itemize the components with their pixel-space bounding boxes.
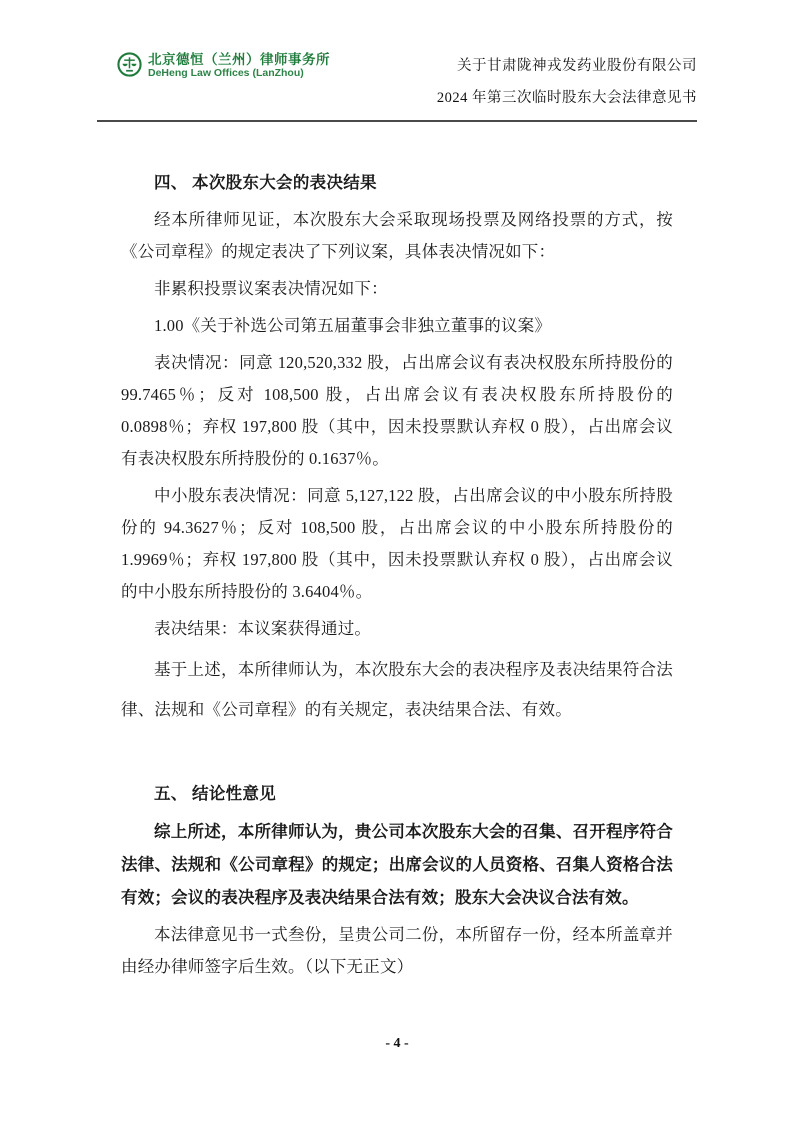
paragraph-voting-method: 经本所律师见证，本次股东大会采取现场投票及网络投票的方式，按《公司章程》的规定表决了下列议案，具体表决情况如下：	[121, 210, 673, 261]
firm-names	[148, 52, 330, 80]
paragraph-vote-result-all: 表决情况：同意 120,520,332 股，占出席会议有表决权股东所持股份的 99.7465％；反对 108,500 股，占出席会议有表决权股东所持股份的 0.0898％；弃权 197,800 股（其中，因未投票默认弃权 0 股），占出席会议有表决权股东所持股份的 0.1637％。	[121, 353, 673, 468]
page-header	[97, 0, 697, 122]
document-title-line1: 关于甘肃陇神戎发药业股份有限公司	[457, 58, 697, 74]
paragraph-conclusion: 综上所述，本所律师认为，贵公司本次股东大会的召集、召开程序符合法律、法规和《公司章程》的规定；出席会议的人员资格、召集人资格合法有效；会议的表决程序及表决结果合法有效；股东大会决议合法有效。	[121, 822, 673, 907]
document-title-line2: 2024 年第三次临时股东大会法律意见书	[436, 90, 697, 106]
paragraph-noncumulative-intro: 非累积投票议案表决情况如下：	[154, 279, 388, 298]
firm-name-english: DeHeng Law Offices (LanZhou)	[148, 67, 304, 79]
document-title	[437, 50, 697, 114]
firm-name-chinese: 北京德恒（兰州）律师事务所	[148, 52, 330, 67]
paragraph-vote-result-minority: 中小股东表决情况：同意 5,127,122 股，占出席会议的中小股东所持股份的 94.3627％；反对 108,500 股，占出席会议的中小股东所持股份的 1.9969％；弃权 197,800 股（其中，因未投票默认弃权 0 股），占出席会议的中小股东所持股份的 3.6404％。	[121, 486, 673, 601]
page-number: - 4 -	[385, 1036, 409, 1051]
paragraph-lawyer-opinion: 基于上述，本所律师认为，本次股东大会的表决程序及表决结果符合法律、法规和《公司章程》的有关规定，表决结果合法、有效。	[121, 660, 673, 719]
paragraph-vote-outcome: 表决结果：本议案获得通过。	[154, 619, 372, 638]
paragraph-proposal-title: 1.00《关于补选公司第五届董事会非独立董事的议案》	[154, 316, 552, 335]
law-firm-brand	[97, 50, 330, 80]
document-body	[121, 122, 673, 983]
paragraph-closing: 本法律意见书一式叁份，呈贵公司二份，本所留存一份，经本所盖章并由经办律师签字后生效。（以下无正文）	[121, 925, 673, 976]
deheng-seal-icon	[117, 52, 142, 77]
section4-heading: 四、 本次股东大会的表决结果	[154, 173, 377, 192]
section5-heading: 五、 结论性意见	[154, 784, 277, 803]
